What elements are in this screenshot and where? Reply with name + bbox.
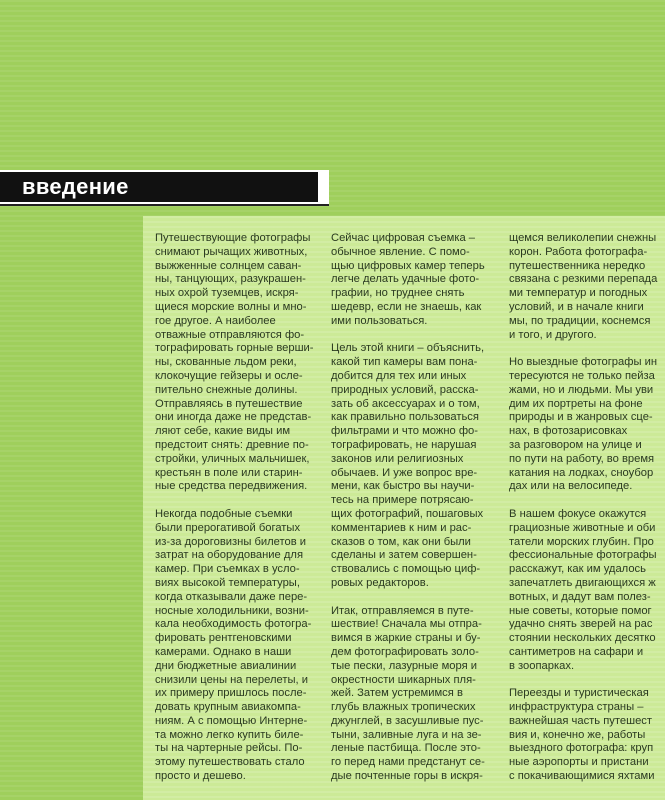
text-line: корон. Работа фотографа- [509,245,648,258]
text-line: Итак, отправляемся в путе- [331,604,474,617]
text-line: с покачивающимися яхтами [509,770,655,783]
text-line: обычное явление. С помо- [331,245,470,258]
text-line: комментариев к ним и рас- [331,521,472,534]
text-line: ствовались с помощью циф- [331,563,481,576]
text-line: выжженные солнцем саван- [155,259,302,272]
text-line: тыни, заливные луга и на зе- [331,728,482,741]
text-line: ные советы, которые помог [509,604,652,617]
text-line: фильтрами и что можно фо- [331,425,478,438]
text-line: инфраструктура страны – [509,701,644,714]
text-line: камер. При съемках в усло- [155,563,300,576]
text-column-1 [155,232,320,798]
text-line: ниям. А с помощью Интерне- [155,714,308,727]
text-line: тесь на примере потрясаю- [331,494,474,507]
text-line: и того, и другого. [509,328,597,341]
text-line: вимся в жаркие страны и бу- [331,632,481,645]
text-line: предстоит снять: древние по- [155,438,309,451]
text-line: их примеру пришлось после- [155,687,307,700]
paragraph [331,605,501,784]
text-line: жами, но и людьми. Мы уви [509,383,654,396]
text-line: за разговором на улице и [509,438,642,451]
section-heading: введение [22,174,129,199]
paragraph [331,342,501,590]
text-line: были прерогативой богатых [155,521,301,534]
text-line: щих фотографий, пошаговых [331,507,484,520]
text-line: шествие! Сначала мы отпра- [331,618,482,631]
text-line: из-за дороговизны билетов и [155,535,307,548]
paragraph [155,232,320,494]
text-line: какой тип камеры вам пона- [331,356,478,369]
text-line: леные пастбища. После это- [331,742,481,755]
text-line: законов или религиозных [331,452,464,465]
text-line: вотных, и дадут вам полез- [509,590,651,603]
text-line: нах, в фотозарисовках [509,425,628,438]
text-line: сделаны и затем совершен- [331,549,477,562]
text-line: ими пользоваться. [331,314,428,327]
text-line: тографировать, не нарушая [331,438,477,451]
text-line: ных охрой туземцев, искря- [155,287,299,300]
text-line: Цель этой книги – объяснить, [331,342,485,355]
paragraph [331,232,501,329]
text-line: шедевр, если не знаешь, как [331,300,482,313]
text-line: джунглей, в засушливые пус- [331,714,484,727]
text-line: ны, танцующих, разукрашен- [155,273,306,286]
text-line: затрат на оборудование для [155,549,303,562]
text-line: тые пески, лазурные моря и [331,659,478,672]
text-line: дые почтенные горы в искря- [331,770,483,783]
text-line: камерами. Однако в наши [155,645,292,658]
text-line: фессиональные фотографы [509,549,657,562]
text-line: ляют себе, какие виды им [155,425,291,438]
text-line: природных условий, расска- [331,383,479,396]
text-line: катания на лодках, сноубор [509,466,654,479]
text-line: щемся великолепии снежны [509,232,657,244]
text-line: глубь влажных тропических [331,701,476,714]
text-line: крестьян в поле или старин- [155,466,303,479]
text-column-3 [509,232,665,798]
text-line: мени, как быстро вы научи- [331,480,475,493]
text-line: ны, скованные льдом реки, [155,356,297,369]
text-line: ми температур и погодных [509,287,648,300]
text-line: добится для тех или иных [331,369,467,382]
paragraph [509,508,665,674]
text-line: они иногда даже не представ- [155,411,312,424]
text-line: путешественника нередко [509,259,646,272]
text-line: стоянии нескольких десятко [509,632,656,645]
text-line: в зоопарках. [509,659,575,672]
text-line: клокочущие гейзеры и осле- [155,369,303,382]
text-line: щью цифровых камер теперь [331,259,485,272]
text-line: легче делать удачные фото- [331,273,480,286]
text-line: запечатлеть двигающихся ж [509,576,656,589]
text-line: сказов о том, как они были [331,535,471,548]
text-line: тографировать горные верши- [155,342,314,355]
text-line: грациозные животные и оби [509,521,656,534]
text-line: графии, но труднее снять [331,287,465,300]
text-line: окрестности шикарных пля- [331,673,476,686]
text-line: Переезды и туристическая [509,687,649,700]
text-line: связана с резкими перепада [509,273,658,286]
text-line: фировать рентгеновскими [155,632,292,645]
text-line: удачно снять зверей на рас [509,618,653,631]
text-line: дим их портреты на фоне [509,397,643,410]
paragraph [509,232,665,342]
text-line: снимают рычащих животных, [155,245,308,258]
text-column-2 [331,232,501,798]
text-line: дах или на велосипеде. [509,480,633,493]
text-line: сантиметров на сафари и [509,645,644,658]
text-line: тересуются не только пейза [509,369,655,382]
text-line: вия и, конечно же, работы [509,728,646,741]
text-line: зать об аксессуарах и о том, [331,397,480,410]
text-line: ные аэропорты и пристани [509,756,649,769]
text-line: как правильно пользоваться [331,411,479,424]
text-line: снизили цены на перелеты, и [155,673,308,686]
text-line: ты на чартерные рейсы. По- [155,742,303,755]
text-line: Сейчас цифровая съемка – [331,232,476,244]
text-line: жей. Затем устремимся в [331,687,463,700]
text-line: кала необходимость фотогра- [155,618,312,631]
paragraph [509,356,665,494]
text-line: дни бюджетные авиалинии [155,659,297,672]
text-line: мы, по традиции, коснемся [509,314,651,327]
text-line: В нашем фокусе окажутся [509,507,647,520]
paragraph [155,508,320,784]
text-line: Некогда подобные съемки [155,507,293,520]
text-line: та можно легко купить биле- [155,728,304,741]
paragraph [509,687,665,784]
text-line: Путешествующие фотографы [155,232,311,244]
text-line: пительно снежные долины. [155,383,298,396]
text-line: выездного фотографа: круп [509,742,654,755]
text-line: носные холодильники, возни- [155,604,309,617]
text-line: татели морских глубин. Про [509,535,654,548]
text-line: природы и в жанровых сце- [509,411,653,424]
text-line: ные средства передвижения. [155,480,308,493]
text-line: просто и дешево. [155,770,246,783]
text-line: важнейшая часть путешест [509,714,653,727]
text-line: по пути на работу, во время [509,452,655,465]
text-line: щиеся морские волны и мно- [155,300,307,313]
text-line: обычаев. И уже вопрос вре- [331,466,478,479]
text-line: стройки, уличных мальчишек, [155,452,310,465]
text-line: го перед нами предстанут се- [331,756,485,769]
text-line: Отправляясь в путешествие [155,397,303,410]
text-line: когда отказывали даже пере- [155,590,308,603]
text-line: условий, и в начале книги [509,300,644,313]
text-line: отважные отправляются фо- [155,328,305,341]
text-line: гое другое. А наиболее [155,314,276,327]
text-line: Но выездные фотографы ин [509,356,658,369]
text-line: довать крупным авиакомпа- [155,701,301,714]
text-line: виях высокой температуры, [155,576,300,589]
text-line: расскажут, как им удалось [509,563,646,576]
text-line: ровых редакторов. [331,576,429,589]
text-line: дем фотографировать золо- [331,645,479,658]
text-line: этому путешествовать стало [155,756,305,769]
